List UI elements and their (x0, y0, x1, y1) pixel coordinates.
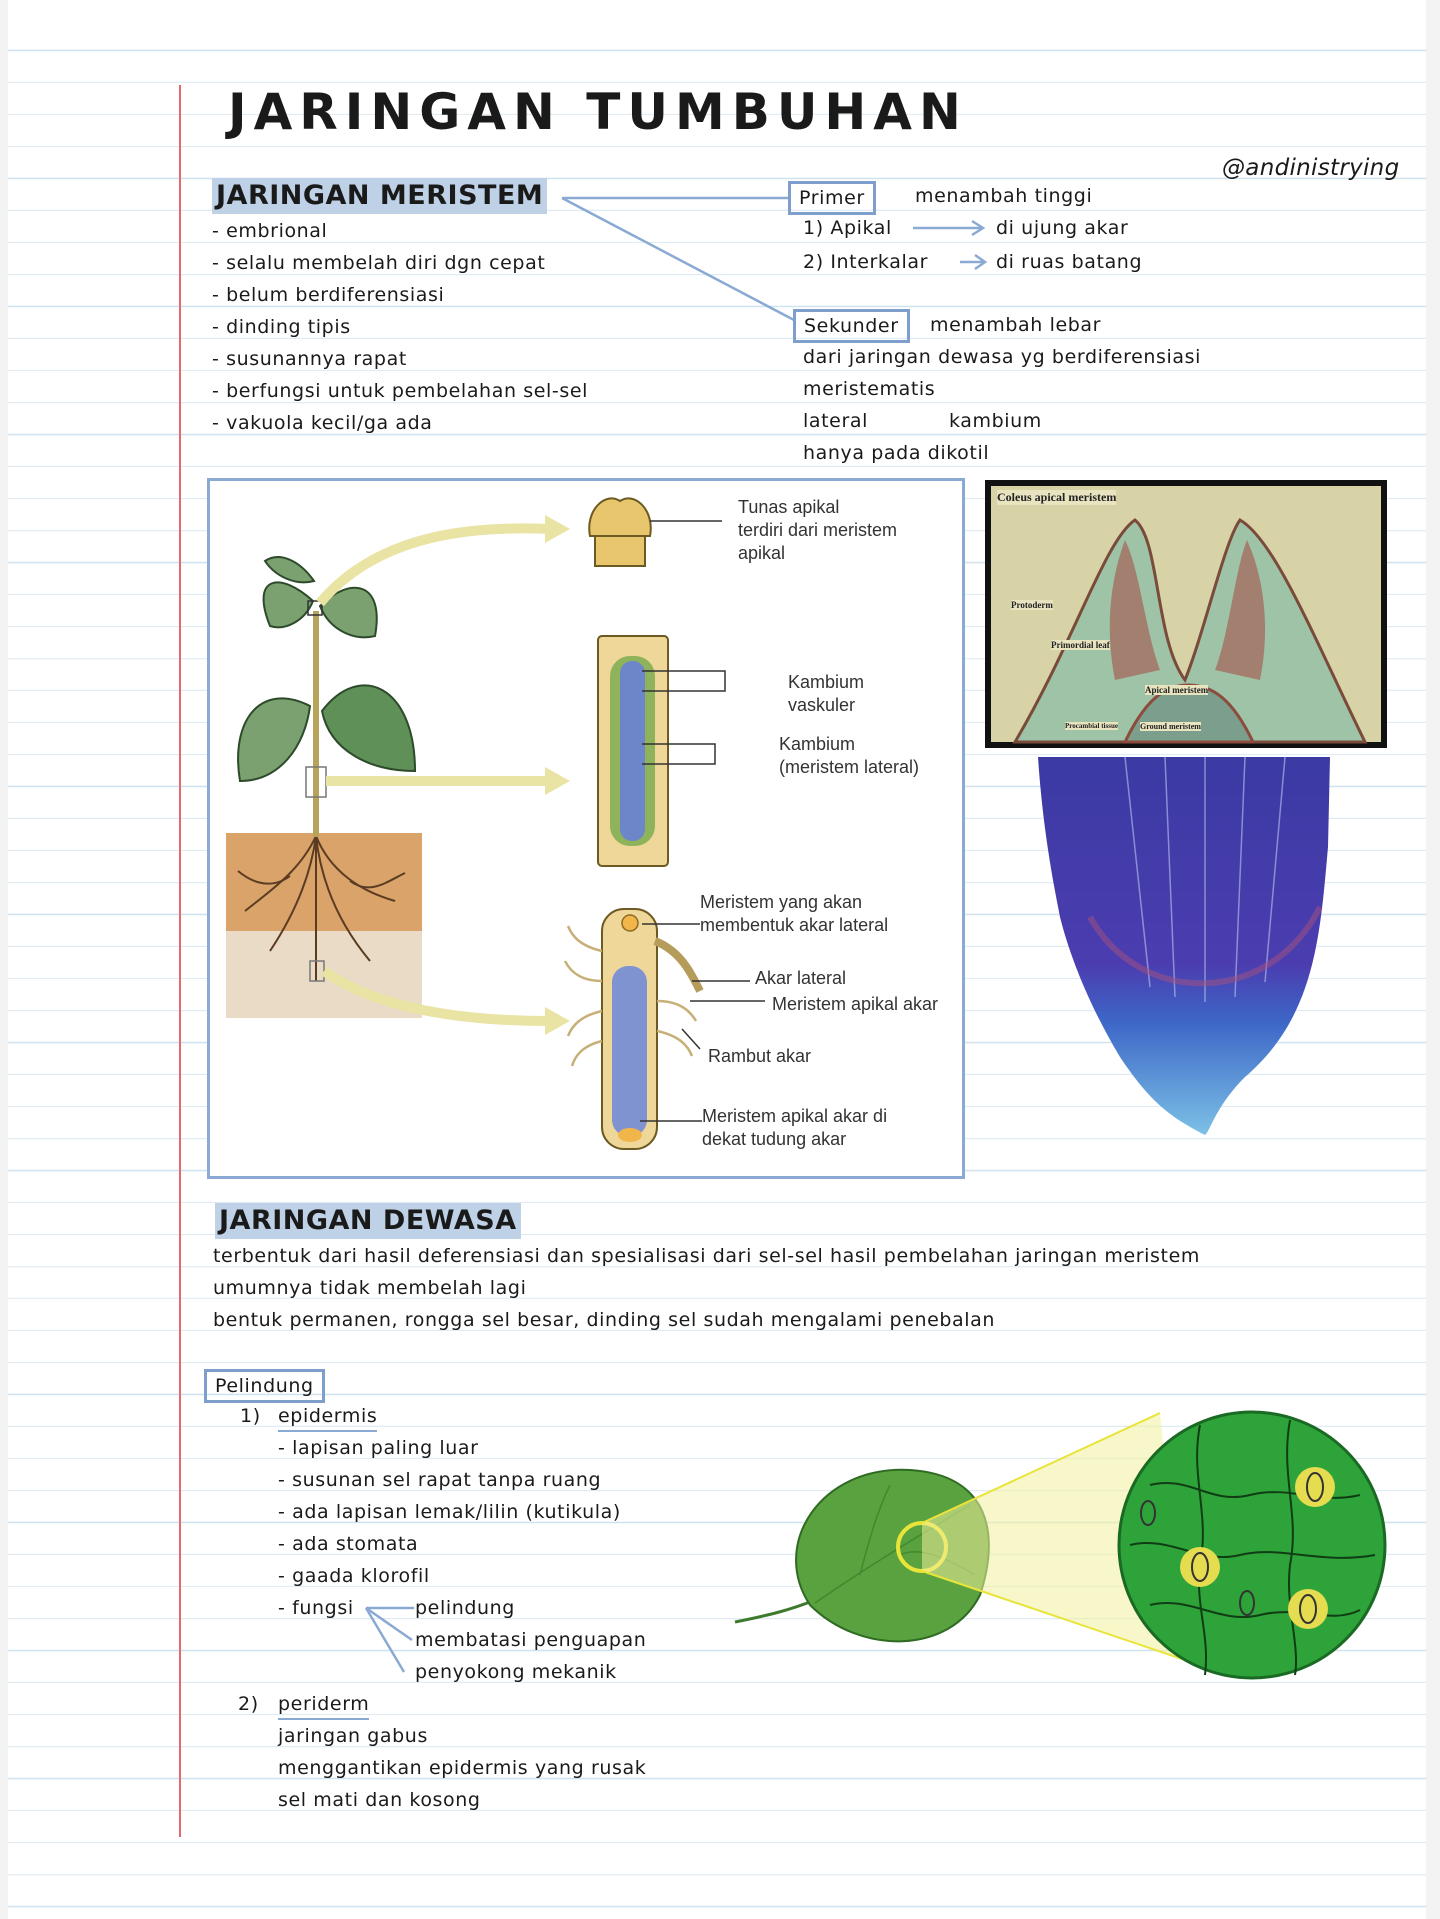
plant-meristem-diagram (207, 478, 965, 1179)
meristem-item: - belum berdiferensiasi (212, 284, 445, 306)
meristem-connector-lines (0, 0, 1440, 400)
page-title: JARINGAN TUMBUHAN (228, 83, 968, 141)
label-meristem-akar-lateral: membentuk akar lateral (700, 915, 889, 935)
plant-illustration (210, 481, 962, 1176)
periderm-item: sel mati dan kosong (278, 1789, 481, 1811)
meristem-item: - berfungsi untuk pembelahan sel-sel (212, 380, 589, 402)
epidermis-title: epidermis (278, 1404, 377, 1432)
periderm-item: jaringan gabus (278, 1725, 428, 1747)
epidermis-item: - gaada klorofil (278, 1565, 430, 1587)
pelindung-label: Pelindung (204, 1369, 325, 1403)
coleus-micrograph (985, 480, 1387, 748)
meristem-item: - selalu membelah diri dgn cepat (212, 252, 546, 274)
label-tunas: Tunas apikal (738, 497, 840, 517)
dewasa-line: terbentuk dari hasil deferensiasi dan spesialisasi dari sel-sel hasil pembelahan jaringan meristem (213, 1245, 1200, 1267)
sekunder-label: Sekunder (793, 309, 910, 343)
label-akar-lateral: Akar lateral (755, 968, 847, 988)
micrograph-title: Coleus apical meristem (997, 490, 1117, 504)
epidermis-item: - susunan sel rapat tanpa ruang (278, 1469, 602, 1491)
epidermis-item: - lapisan paling luar (278, 1437, 479, 1459)
leaf (322, 685, 415, 771)
lateral-dest: kambium (949, 410, 1042, 432)
dewasa-heading: JARINGAN DEWASA (215, 1203, 521, 1239)
meristem-item: - embrional (212, 220, 328, 242)
fungsi-item: membatasi penguapan (415, 1629, 647, 1651)
label-tunas: apikal (738, 543, 786, 563)
label-kambium-vaskuler: vaskuler (788, 695, 856, 715)
dewasa-line: umumnya tidak membelah lagi (213, 1277, 527, 1299)
micrograph-label: Procambial tissue (1065, 722, 1118, 730)
interkalar-dest: di ruas batang (996, 251, 1143, 273)
interkalar-label: 2) Interkalar (803, 251, 928, 273)
fungsi-item: penyokong mekanik (415, 1661, 617, 1683)
meristem-heading: JARINGAN MERISTEM (212, 178, 547, 214)
sekunder-line: meristematis (803, 378, 936, 400)
epidermis-item: - ada stomata (278, 1533, 419, 1555)
label-tunas: terdiri dari meristem (738, 520, 898, 540)
dewasa-line: bentuk permanen, rongga sel besar, dinding sel sudah mengalami penebalan (213, 1309, 996, 1331)
primer-desc: menambah tinggi (915, 185, 1093, 207)
apikal-label: 1) Apikal (803, 217, 892, 239)
micrograph-label: Primordial leaf (1051, 640, 1110, 650)
label-kambium-lateral: (meristem lateral) (779, 757, 920, 777)
meristem-item: - susunannya rapat (212, 348, 407, 370)
label-rambut-akar: Rambut akar (708, 1046, 812, 1066)
label-kambium-vaskuler: Kambium (788, 672, 865, 692)
micrograph-label: Ground meristem (1140, 722, 1201, 731)
label-meristem-akar-lateral: Meristem yang akan (700, 892, 863, 912)
lateral-label: lateral (803, 410, 868, 432)
author-credit: @andinistrying (1222, 155, 1400, 181)
periderm-title: periderm (278, 1692, 369, 1720)
micrograph-label: Protoderm (1011, 600, 1053, 610)
leaf-stomata-illustration (730, 1395, 1390, 1695)
shoot-tip (589, 498, 651, 536)
label-meristem-dekat-tudung: dekat tudung akar (702, 1129, 847, 1149)
sekunder-desc: menambah lebar (930, 314, 1102, 336)
label-meristem-dekat-tudung: Meristem apikal akar di (702, 1106, 888, 1126)
leaf-stem (735, 1600, 815, 1622)
periderm-number: 2) (238, 1693, 259, 1715)
sekunder-line: hanya pada dikotil (803, 442, 990, 464)
label-meristem-apikal-akar: Meristem apikal akar (772, 994, 939, 1014)
apikal-dest: di ujung akar (996, 217, 1129, 239)
fungsi-label: - fungsi (278, 1597, 354, 1619)
micrograph-label: Apical meristem (1145, 685, 1209, 695)
sekunder-line: dari jaringan dewasa yg berdiferensiasi (803, 346, 1202, 368)
leaf (264, 582, 313, 627)
root-tip-micrograph (1030, 757, 1370, 1137)
epidermis-number: 1) (240, 1405, 261, 1427)
epidermis-cells-zoom (1119, 1412, 1385, 1678)
leaf (238, 698, 310, 781)
periderm-item: menggantikan epidermis yang rusak (278, 1757, 647, 1779)
meristem-item: - dinding tipis (212, 316, 351, 338)
epidermis-item: - ada lapisan lemak/lilin (kutikula) (278, 1501, 621, 1523)
label-kambium-lateral: Kambium (779, 734, 856, 754)
primer-label: Primer (788, 181, 876, 215)
fungsi-item: pelindung (415, 1597, 515, 1619)
meristem-item: - vakuola kecil/ga ada (212, 412, 433, 434)
